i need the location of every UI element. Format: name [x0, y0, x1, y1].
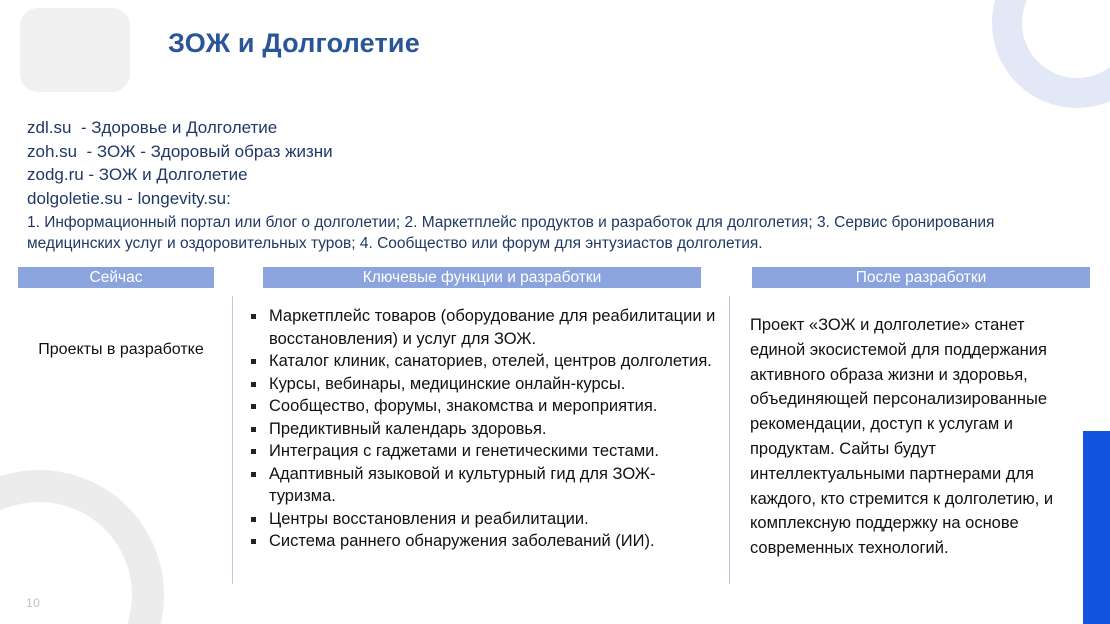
list-item: Интеграция с гаджетами и генетическими тестами.	[247, 440, 721, 463]
page-title: ЗОЖ и Долголетие	[168, 28, 420, 58]
decorative-ring-bottom-left	[0, 470, 164, 624]
domain-line: zoh.su - ЗОЖ - Здоровый образ жизни	[27, 141, 333, 161]
list-item: Предиктивный календарь здоровья.	[247, 418, 721, 441]
list-item: Система раннего обнаружения заболеваний (ИИ).	[247, 530, 721, 553]
list-item: Курсы, вебинары, медицинские онлайн-курсы.	[247, 373, 721, 396]
intro-paragraph: 1. Информационный портал или блог о долголетии; 2. Маркетплейс продуктов и разработок для долголетия; 3. Сервис бронирования медицинских услуг и оздоровительных туров; 4. Сообщество или форум для энтузиастов долголетия.	[27, 214, 995, 252]
column-divider-left	[232, 296, 233, 584]
decorative-blue-block	[1083, 431, 1110, 624]
domain-line: zodg.ru - ЗОЖ и Долголетие	[27, 165, 248, 184]
column-body-key-features	[247, 305, 721, 553]
list-item: Сообщество, форумы, знакомства и мероприятия.	[247, 395, 721, 418]
domain-list	[27, 116, 727, 210]
domain-line: zdl.su - Здоровье и Долголетие	[27, 118, 278, 137]
logo-placeholder	[20, 8, 130, 92]
list-item: Центры восстановления и реабилитации.	[247, 508, 721, 531]
column-header-after: После разработки	[752, 267, 1090, 288]
column-body-after: Проект «ЗОЖ и долголетие» станет единой экосистемой для поддержания активного образа жизни и здоровья, объединяющей персонализированные рекомендации, доступ к услугам и продуктам. Сайты будут интеллектуальными партнерами для каждого, кто стремится к долголетию, и комплексную поддержку на основе современных технологий.	[750, 316, 1054, 558]
column-header-now: Сейчас	[18, 267, 214, 288]
page-number: 10	[26, 596, 41, 610]
decorative-ring-top-right	[992, 0, 1110, 108]
domain-line: dolgoletie.su - longevity.su:	[27, 188, 231, 208]
list-item: Маркетплейс товаров (оборудование для реабилитации и восстановления) и услуг для ЗОЖ.	[247, 305, 721, 350]
column-divider-right	[729, 296, 730, 584]
list-item: Адаптивный языковой и культурный гид для ЗОЖ-туризма.	[247, 463, 721, 508]
list-item: Каталог клиник, санаториев, отелей, центров долголетия.	[247, 350, 721, 373]
column-header-key-features: Ключевые функции и разработки	[263, 267, 701, 288]
column-body-now: Проекты в разработке	[38, 341, 204, 358]
